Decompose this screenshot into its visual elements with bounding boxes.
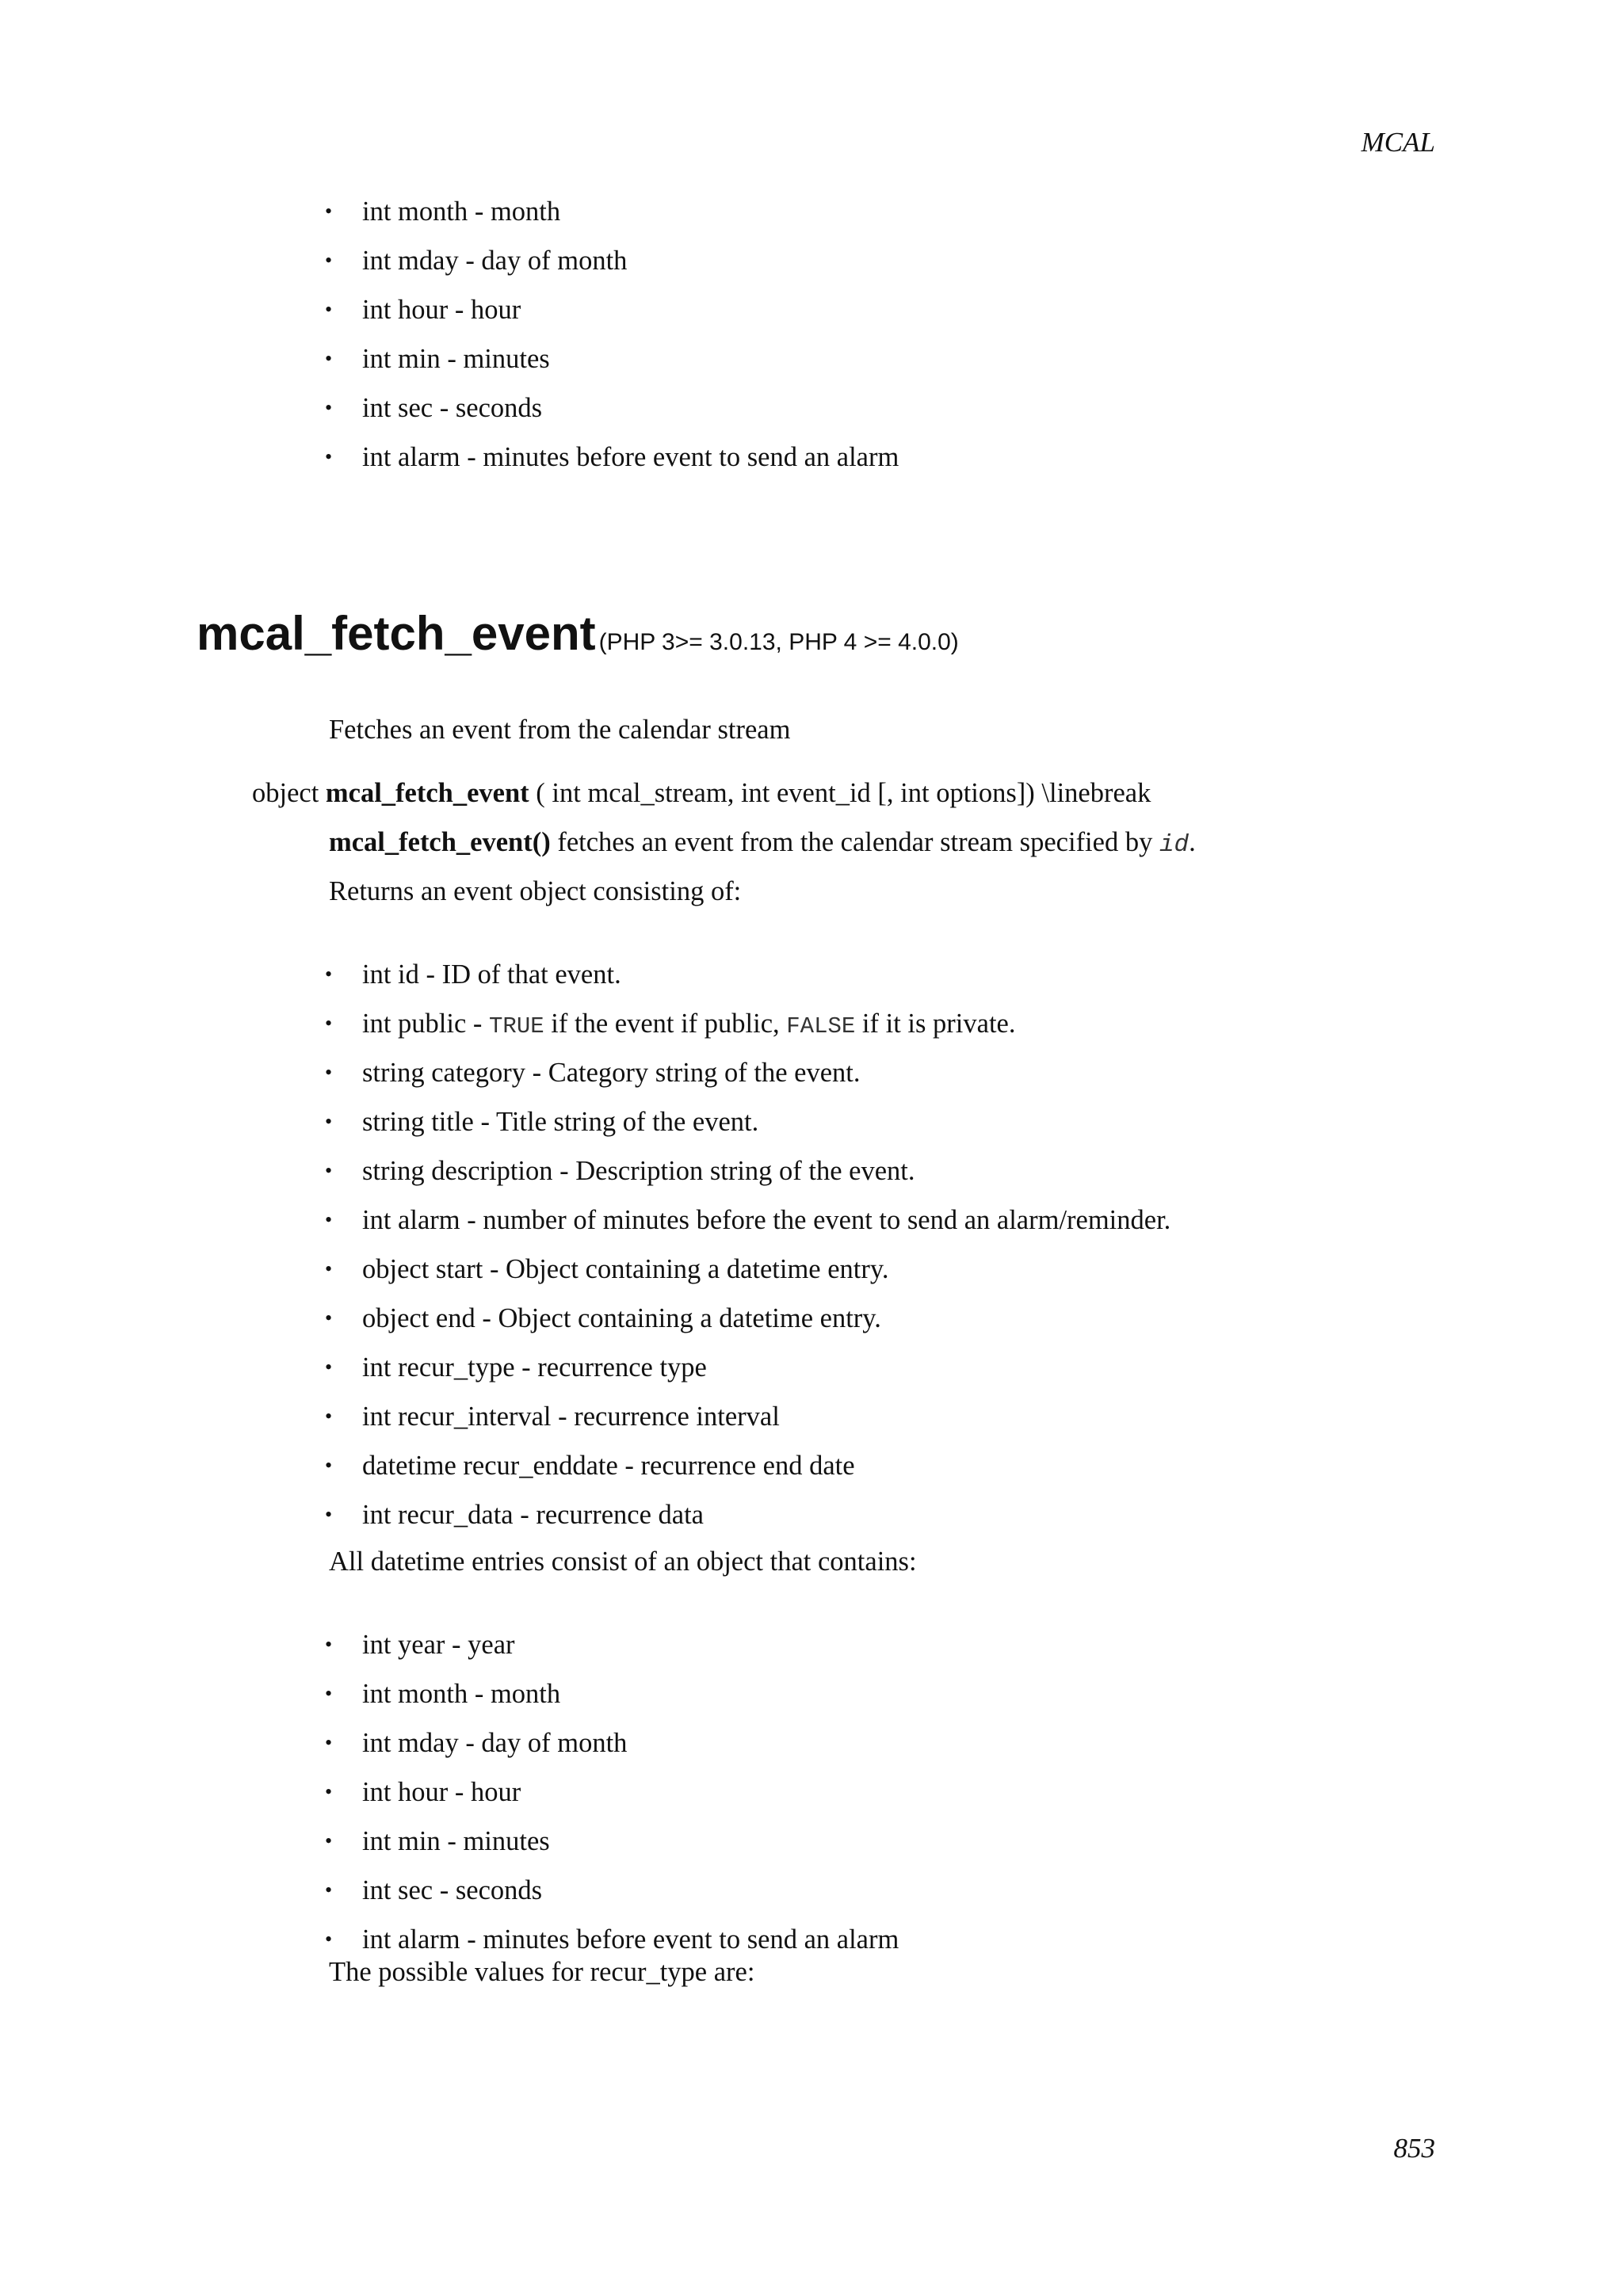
synopsis-return-type: object bbox=[252, 778, 319, 808]
public-end: if it is private. bbox=[855, 1009, 1016, 1039]
list-item: • int mday - day of month bbox=[325, 1718, 899, 1768]
list-item: • int month - month bbox=[325, 187, 899, 236]
running-header: MCAL bbox=[1361, 127, 1435, 158]
list-item: • int id - ID of that event. bbox=[325, 950, 1170, 999]
description-end: . bbox=[1189, 827, 1196, 857]
function-heading bbox=[197, 606, 959, 661]
list-item: • int recur_type - recurrence type bbox=[325, 1343, 1170, 1392]
list-item: • int recur_interval - recurrence interval bbox=[325, 1392, 1170, 1441]
returns-intro: Returns an event object consisting of: bbox=[329, 876, 742, 906]
function-purpose: Fetches an event from the calendar stream bbox=[329, 715, 791, 745]
list-item: • object start - Object containing a datetime entry. bbox=[325, 1245, 1170, 1294]
public-prefix: int public - bbox=[362, 1009, 490, 1039]
datetime-list bbox=[325, 1620, 899, 1964]
list-item: • datetime recur_enddate - recurrence end date bbox=[325, 1441, 1170, 1490]
list-item: • int sec - seconds bbox=[325, 383, 899, 433]
function-heading-version: (PHP 3>= 3.0.13, PHP 4 >= 4.0.0) bbox=[598, 629, 959, 655]
list-item: • string description - Description string of the event. bbox=[325, 1146, 1170, 1196]
public-mid: if the event if public, bbox=[544, 1009, 787, 1039]
function-description bbox=[329, 827, 1196, 859]
list-item: • int mday - day of month bbox=[325, 236, 899, 285]
list-item: • string category - Category string of the event. bbox=[325, 1048, 1170, 1097]
synopsis-function-name: mcal_fetch_event bbox=[325, 778, 529, 808]
function-synopsis bbox=[252, 778, 1151, 809]
description-function-ref: mcal_fetch_event() bbox=[329, 827, 551, 857]
list-item: • int alarm - minutes before event to send an alarm bbox=[325, 1915, 899, 1964]
list-item: • int alarm - number of minutes before the event to send an alarm/reminder. bbox=[325, 1196, 1170, 1245]
list-item: • int sec - seconds bbox=[325, 1866, 899, 1915]
description-param: id bbox=[1159, 831, 1190, 859]
event-fields-list bbox=[325, 950, 1170, 1539]
list-item: • object end - Object containing a datetime entry. bbox=[325, 1294, 1170, 1343]
list-item: • string title - Title string of the event. bbox=[325, 1097, 1170, 1146]
list-item: • int min - minutes bbox=[325, 334, 899, 383]
page-number: 853 bbox=[1393, 2133, 1435, 2164]
list-item: • int recur_data - recurrence data bbox=[325, 1490, 1170, 1539]
list-item: • int hour - hour bbox=[325, 1768, 899, 1817]
true-constant: TRUE bbox=[489, 1013, 544, 1039]
synopsis-params: ( int mcal_stream, int event_id [, int options]) \linebreak bbox=[536, 778, 1151, 808]
datetime-intro: All datetime entries consist of an object that contains: bbox=[329, 1547, 917, 1577]
list-item bbox=[325, 999, 1170, 1048]
list-item: • int year - year bbox=[325, 1620, 899, 1669]
false-constant: FALSE bbox=[786, 1013, 856, 1039]
list-item: • int hour - hour bbox=[325, 285, 899, 334]
description-text: fetches an event from the calendar stream specified by bbox=[557, 827, 1153, 857]
list-item: • int min - minutes bbox=[325, 1817, 899, 1866]
list-item: • int month - month bbox=[325, 1669, 899, 1718]
recur-type-intro: The possible values for recur_type are: bbox=[329, 1957, 755, 1987]
function-heading-name: mcal_fetch_event bbox=[197, 607, 596, 660]
top-datetime-list bbox=[325, 187, 899, 482]
list-item: • int alarm - minutes before event to send an alarm bbox=[325, 433, 899, 482]
